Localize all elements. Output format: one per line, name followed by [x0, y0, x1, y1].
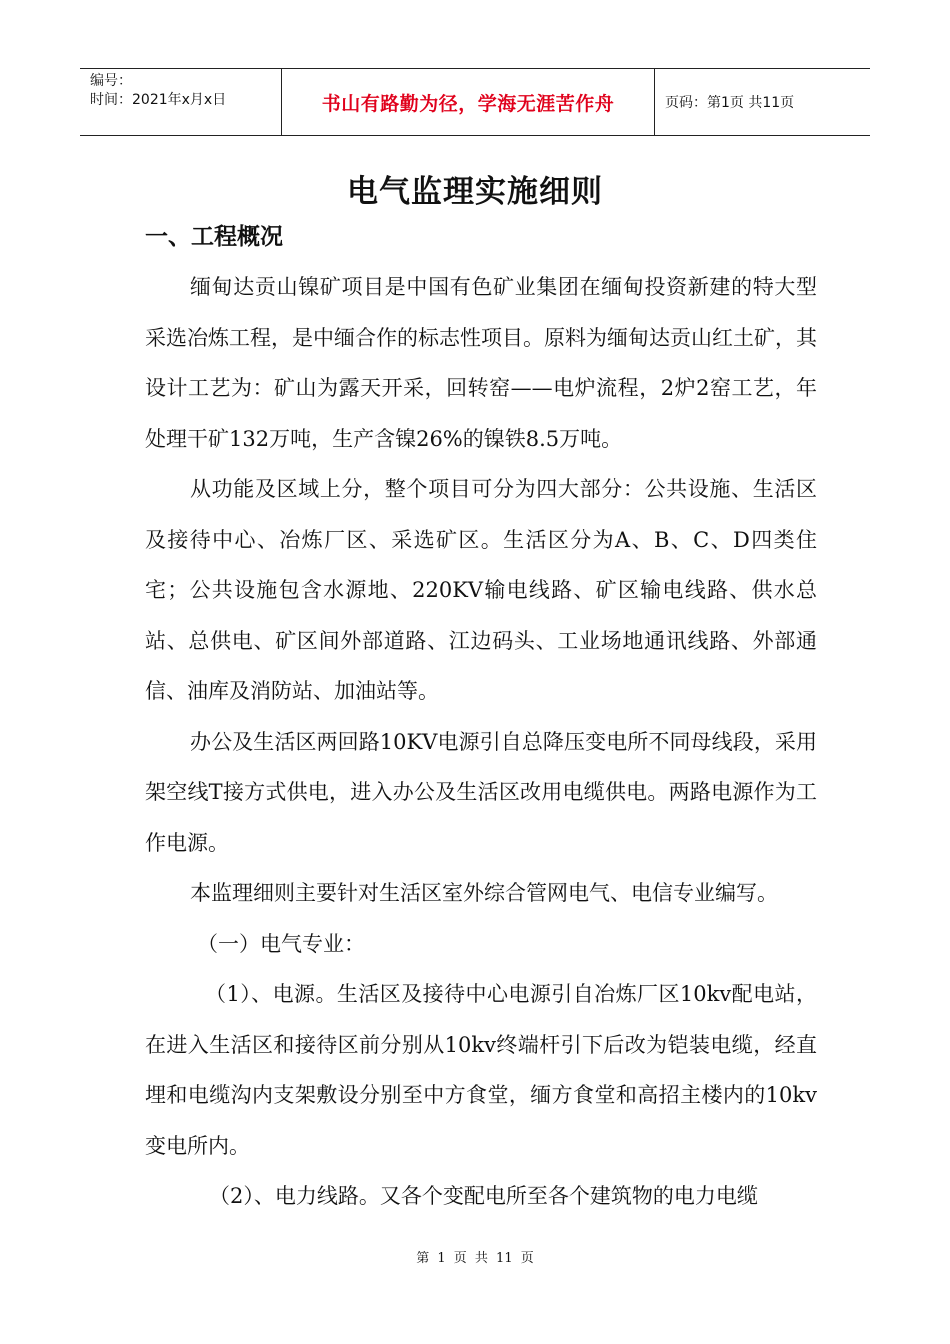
paragraph: 缅甸达贡山镍矿项目是中国有色矿业集团在缅甸投资新建的特大型采选冶炼工程，是中缅合作的标志性项目。原料为缅甸达贡山红土矿，其设计工艺为：矿山为露天开采，回转窑——电炉流程，2炉2窑工艺，年处理干矿132万吨，生产含镍26%的镍铁8.5万吨。	[145, 275, 817, 451]
paragraph: 从功能及区域上分，整个项目可分为四大部分：公共设施、生活区及接待中心、冶炼厂区、采选矿区。生活区分为A、B、C、D四类住宅；公共设施包含水源地、220KV输电线路、矿区输电线路、供水总站、总供电、矿区间外部道路、江边码头、工业场地通讯线路、外部通信、油库及消防站、加油站等。	[145, 477, 817, 703]
number-label: 编号：	[90, 73, 132, 89]
document-body	[145, 262, 817, 1222]
header-page-cell	[655, 69, 870, 135]
paragraph: 本监理细则主要针对生活区室外综合管网电气、电信专业编写。	[190, 881, 778, 905]
document-header-table	[80, 68, 870, 136]
subsection-heading: （一）电气专业：	[197, 931, 365, 956]
page-footer: 第 1 页 共 11 页	[416, 1251, 534, 1266]
header-motto-cell	[281, 69, 655, 135]
paragraph: （2）、电力线路。又各个变配电所至各个建筑物的电力电缆	[209, 1184, 758, 1208]
date-label: 时间：2021年x月x日	[90, 92, 227, 108]
header-meta-cell	[80, 69, 281, 135]
section-heading: 一、工程概况	[145, 224, 283, 250]
motto-text: 书山有路勤为径，学海无涯苦作舟	[321, 92, 615, 115]
document-title: 电气监理实施细则	[347, 174, 603, 210]
page-label: 页码：第1页 共11页	[665, 95, 795, 111]
paragraph: （1）、电源。生活区及接待中心电源引自冶炼厂区10kv配电站，在进入生活区和接待区前分别从10kv终端杆引下后改为铠装电缆，经直埋和电缆沟内支架敷设分别至中方食堂，缅方食堂和高招主楼内的10kv变电所内。	[145, 982, 817, 1158]
paragraph: 办公及生活区两回路10KV电源引自总降压变电所不同母线段，采用架空线T接方式供电，进入办公及生活区改用电缆供电。两路电源作为工作电源。	[145, 729, 817, 855]
